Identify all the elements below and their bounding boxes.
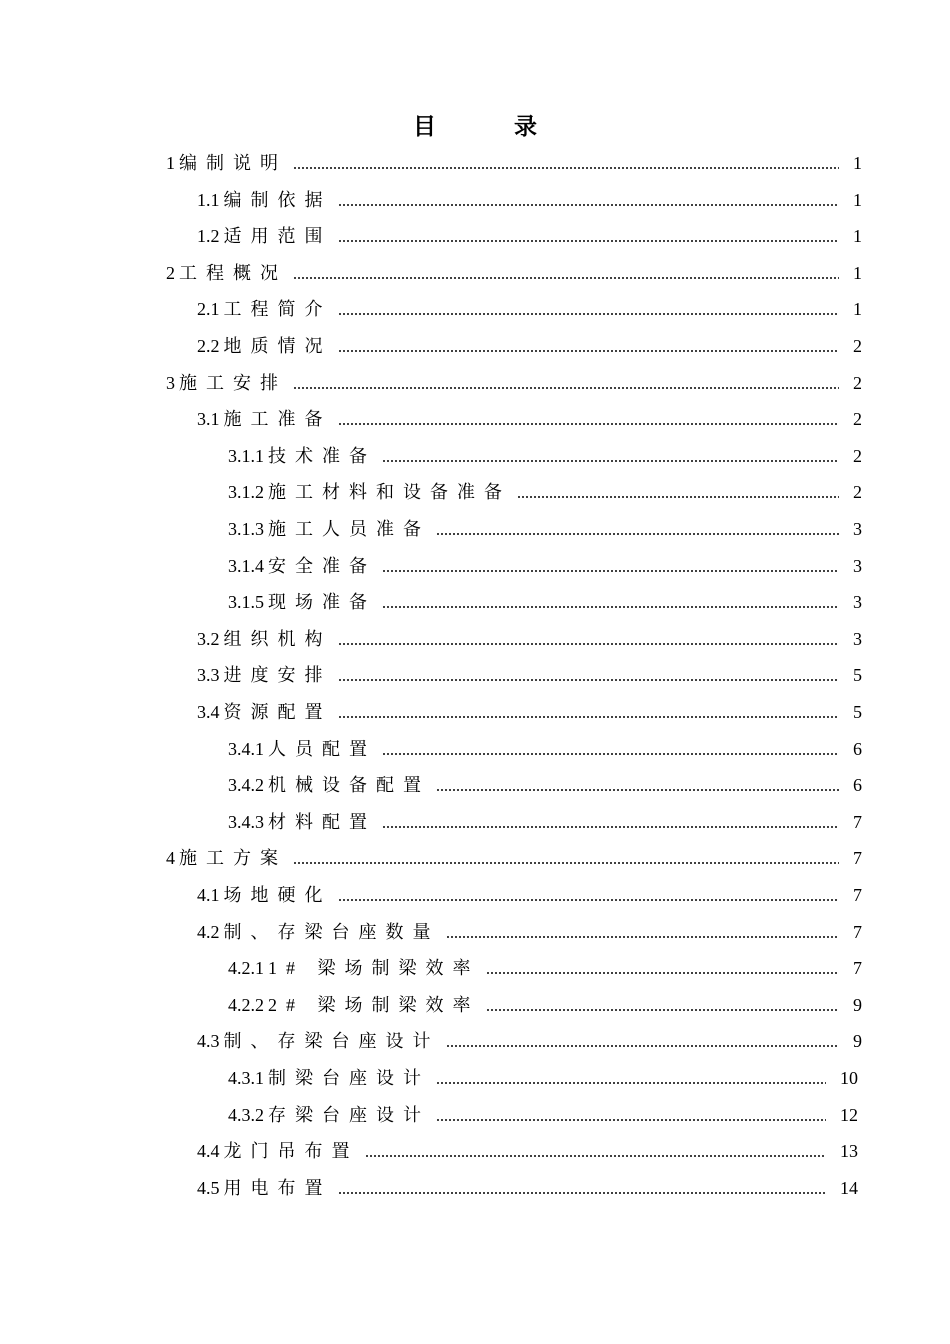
toc-entry-label	[228, 511, 430, 547]
toc-leader-dots	[338, 313, 840, 315]
toc-entry[interactable]	[228, 438, 862, 474]
toc-entry[interactable]	[197, 182, 862, 218]
toc-entry[interactable]	[197, 914, 862, 950]
toc-page-number: 3	[853, 628, 862, 649]
toc-entry[interactable]	[228, 548, 862, 584]
toc-page-number: 1	[853, 189, 862, 210]
toc-leader-dots	[338, 1192, 827, 1194]
toc-leader-dots	[436, 789, 839, 791]
toc-entry-text: 存梁台座设计	[268, 1104, 430, 1125]
toc-entry-number: 3.1.5	[228, 592, 264, 613]
toc-leader-dots	[382, 826, 839, 828]
toc-entry-label	[197, 218, 332, 254]
toc-leader-dots	[293, 277, 839, 279]
toc-leader-dots	[338, 423, 840, 425]
toc-page-number: 6	[853, 775, 862, 796]
toc-page-number: 3	[853, 555, 862, 576]
toc-leader-dots	[338, 643, 840, 645]
toc-entry-number: 4.2	[197, 921, 220, 942]
toc-entry-text: 制梁台座设计	[268, 1068, 430, 1088]
toc-entry-number: 3.1.1	[228, 445, 264, 466]
toc-entry-number: 3.1.3	[228, 519, 264, 539]
toc-entry-number: 4.3.2	[228, 1104, 264, 1125]
toc-page-number: 9	[853, 1031, 862, 1052]
toc-entry-number: 4.4	[197, 1141, 220, 1162]
toc-entry-number: 3.4	[197, 702, 220, 722]
toc-entry-text: 现场准备	[268, 592, 376, 613]
toc-entry[interactable]	[228, 511, 862, 547]
toc-entry-number: 2.1	[197, 299, 220, 320]
toc-page-number: 5	[853, 665, 862, 686]
toc-entry-label	[197, 914, 440, 950]
toc-page-number: 12	[840, 1104, 858, 1125]
toc-entry-label	[197, 182, 332, 218]
toc-entry-text: 龙门吊布置	[223, 1141, 359, 1162]
toc-entry[interactable]	[197, 1170, 858, 1206]
toc-page-number: 1	[853, 153, 862, 173]
toc-entry-label	[228, 1097, 430, 1133]
toc-entry-text: 施工准备	[223, 409, 332, 430]
toc-entry-text: 编制说明	[179, 153, 287, 173]
toc-entry[interactable]	[228, 767, 862, 803]
toc-entry[interactable]	[197, 877, 862, 913]
toc-entry-text: 施工材料和设备准备	[268, 482, 511, 503]
toc-leader-dots	[293, 862, 839, 864]
toc-entry[interactable]	[197, 291, 862, 327]
toc-entry[interactable]	[197, 1133, 858, 1169]
toc-leader-dots	[446, 936, 840, 938]
toc-entry-label	[228, 950, 480, 986]
toc-entry[interactable]	[228, 731, 862, 767]
toc-entry[interactable]	[197, 694, 862, 730]
toc-entry-text: 工程概况	[179, 262, 287, 283]
toc-entry-number: 4.3.1	[228, 1068, 264, 1088]
toc-entry-text: 工程简介	[223, 299, 332, 320]
toc-page-number: 14	[840, 1177, 858, 1198]
toc-leader-dots	[382, 753, 839, 755]
toc-entry-number: 3	[166, 372, 175, 393]
toc-leader-dots	[436, 533, 839, 535]
toc-entry-text: 技术准备	[268, 445, 376, 466]
toc-page-number: 7	[853, 811, 862, 832]
toc-entry-text: 施工安排	[179, 372, 287, 393]
toc-page-number: 2	[853, 409, 862, 430]
toc-entry[interactable]	[197, 621, 862, 657]
toc-entry-number: 4.2.2	[228, 994, 264, 1015]
toc-leader-dots	[338, 679, 840, 681]
toc-leader-dots	[436, 1082, 826, 1084]
toc-entry-label	[197, 694, 332, 730]
toc-leader-dots	[338, 716, 840, 718]
toc-entry[interactable]	[228, 474, 862, 510]
toc-leader-dots	[446, 1045, 840, 1047]
toc-entry-number: 1.2	[197, 226, 220, 247]
toc-entry-number: 3.3	[197, 665, 220, 686]
toc-page-number: 2	[853, 445, 862, 466]
toc-page-number: 7	[853, 848, 862, 869]
toc-entry-text: 地质情况	[223, 336, 332, 356]
toc-page-number: 1	[853, 299, 862, 320]
toc-entry-text: 2# 梁场制梁效率	[268, 994, 480, 1015]
toc-entry-number: 1.1	[197, 189, 220, 210]
toc-entry-label	[197, 877, 332, 913]
toc-entry-label	[197, 657, 332, 693]
toc-entry-text: 1# 梁场制梁效率	[268, 958, 480, 979]
toc-page-number: 7	[853, 921, 862, 942]
toc-entry[interactable]	[197, 657, 862, 693]
toc-leader-dots	[338, 240, 840, 242]
toc-entry-label	[197, 291, 332, 327]
toc-entry[interactable]	[166, 255, 862, 291]
toc-entry[interactable]	[166, 145, 862, 181]
toc-entry-number: 3.4.3	[228, 811, 264, 832]
toc-entry-label	[197, 621, 332, 657]
toc-leader-dots	[338, 899, 840, 901]
toc-entry-number: 4.2.1	[228, 958, 264, 979]
toc-entry-label	[228, 987, 480, 1023]
toc-entry-label	[197, 401, 332, 437]
toc-entry-number: 2.2	[197, 336, 220, 356]
toc-entry-text: 材料配置	[268, 811, 376, 832]
toc-entry-text: 制、存梁台座设计	[223, 1031, 440, 1052]
toc-page-number: 2	[853, 336, 862, 356]
toc-entry[interactable]	[166, 365, 862, 401]
toc-page-number: 10	[840, 1068, 858, 1088]
toc-entry-text: 施工方案	[179, 848, 287, 869]
toc-entry-label	[228, 584, 376, 620]
toc-page-number: 6	[853, 738, 862, 759]
toc-entry-label	[228, 731, 376, 767]
toc-leader-dots	[365, 1155, 827, 1157]
toc-entry-label	[197, 1133, 359, 1169]
toc-page-number: 5	[853, 702, 862, 722]
toc-page-number: 2	[853, 372, 862, 393]
toc-entry-text: 进度安排	[223, 665, 332, 686]
toc-entry-text: 施工人员准备	[268, 519, 430, 539]
toc-entry-text: 安全准备	[268, 555, 376, 576]
toc-entry-label	[166, 840, 287, 876]
toc-entry-text: 机械设备配置	[268, 775, 430, 796]
toc-entry-number: 1	[166, 153, 175, 173]
toc-page-number: 2	[853, 482, 862, 503]
toc-entry[interactable]	[166, 840, 862, 876]
toc-page-number: 1	[853, 226, 862, 247]
toc-entry-number: 3.1.4	[228, 555, 264, 576]
toc-title: 目录	[413, 114, 615, 140]
toc-entry-label	[228, 438, 376, 474]
toc-entry-text: 组织机构	[223, 628, 332, 649]
toc-leader-dots	[486, 1009, 840, 1011]
toc-entry-number: 4	[166, 848, 175, 869]
toc-leader-dots	[338, 350, 840, 352]
toc-entry-number: 3.4.1	[228, 738, 264, 759]
toc-entry-number: 2	[166, 262, 175, 283]
toc-entry[interactable]	[197, 1023, 862, 1059]
toc-leader-dots	[338, 204, 840, 206]
toc-entry[interactable]	[228, 1060, 858, 1096]
toc-entry-text: 适用范围	[223, 226, 332, 247]
toc-entry-number: 3.2	[197, 628, 220, 649]
toc-entry-text: 资源配置	[223, 702, 332, 722]
toc-page-number: 7	[853, 958, 862, 979]
toc-entry[interactable]	[228, 950, 862, 986]
toc-entry[interactable]	[197, 218, 862, 254]
toc-leader-dots	[293, 167, 839, 169]
toc-entry-text: 编制依据	[223, 189, 332, 210]
toc-entry-label	[228, 548, 376, 584]
toc-entry[interactable]	[197, 328, 862, 364]
toc-entry-label	[228, 767, 430, 803]
toc-entry-label	[228, 804, 376, 840]
toc-entry-label	[166, 255, 287, 291]
toc-entry-label	[197, 1023, 440, 1059]
toc-entry-label	[228, 474, 511, 510]
toc-entry-text: 制、存梁台座数量	[223, 921, 440, 942]
toc-page-number: 7	[853, 885, 862, 905]
toc-leader-dots	[293, 387, 839, 389]
toc-entry-number: 4.1	[197, 885, 220, 905]
toc-page-number: 13	[840, 1141, 858, 1162]
toc-entry[interactable]	[228, 584, 862, 620]
toc-leader-dots	[382, 570, 839, 572]
toc-leader-dots	[382, 460, 839, 462]
toc-entry-text: 人员配置	[268, 738, 376, 759]
toc-entry-number: 3.1.2	[228, 482, 264, 503]
toc-entry-label	[228, 1060, 430, 1096]
toc-entry-label	[197, 1170, 332, 1206]
toc-entry[interactable]	[228, 987, 862, 1023]
toc-entry-number: 3.4.2	[228, 775, 264, 796]
toc-entry-text: 场地硬化	[223, 885, 332, 905]
toc-entry-text: 用电布置	[223, 1177, 332, 1198]
toc-entry-number: 4.3	[197, 1031, 220, 1052]
toc-entry-label	[166, 365, 287, 401]
toc-leader-dots	[436, 1119, 826, 1121]
toc-entry-label	[197, 328, 332, 364]
toc-entry[interactable]	[197, 401, 862, 437]
toc-page-number: 1	[853, 262, 862, 283]
toc-entry[interactable]	[228, 804, 862, 840]
toc-entry-number: 3.1	[197, 409, 220, 430]
toc-leader-dots	[486, 972, 840, 974]
toc-entry-number: 4.5	[197, 1177, 220, 1198]
toc-entry[interactable]	[228, 1097, 858, 1133]
toc-leader-dots	[517, 496, 839, 498]
toc-page-number: 3	[853, 519, 862, 539]
toc-page-number: 3	[853, 592, 862, 613]
toc-leader-dots	[382, 606, 839, 608]
toc-entry-label	[166, 145, 287, 181]
toc-page-number: 9	[853, 994, 862, 1015]
